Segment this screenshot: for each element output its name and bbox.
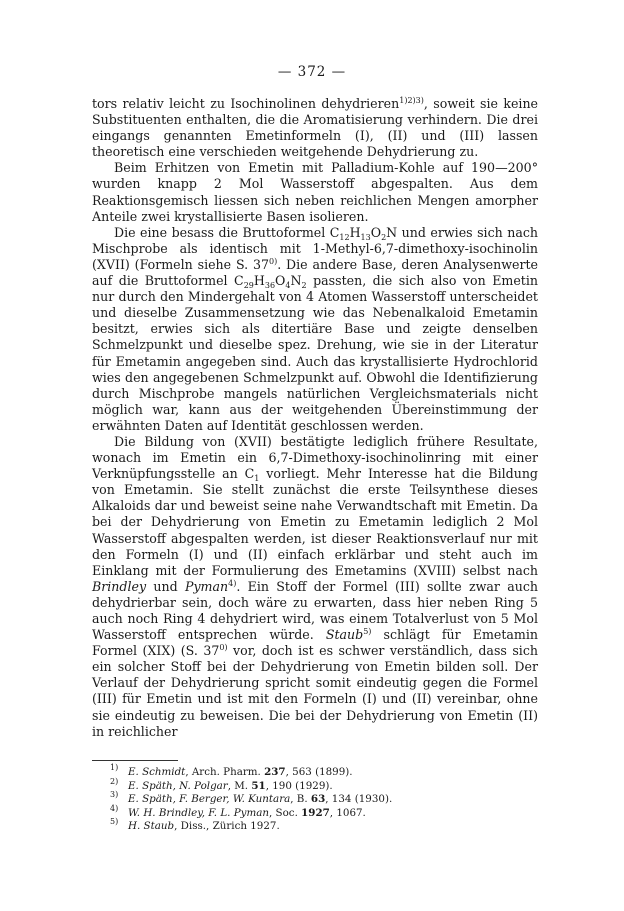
paragraph-1: tors relativ leicht zu Isochinolinen dehydrieren$^{1)2)3)}$, soweit sie keine Substituenten enthalten, die die Aromatisierung verhindern. Die drei eingangs genannten Emetinformeln (I), (II) und (III) lassen theoretisch eine verschieden weitgehende Dehydrierung zu. (92, 96, 539, 160)
paragraph-2: Beim Erhitzen von Emetin mit Palladium-Kohle auf 190—200° wurden knapp 2 Mol Wasserstoff abgespalten. Aus dem Reaktionsgemisch liessen sich neben reichlichen Mengen amorpher Anteile zwei krystallisierte Basen isolieren. (92, 160, 538, 224)
paragraph-3: Die eine besass die Bruttoformel $C_{12}H_{13}O_2N$ und erwies sich nach Mischprobe als identisch mit 1-Methyl-6,7-dimethoxy-isochinolin (XVII) (Formeln siehe S. 37$^{0)}$. Die andere Base, deren Analysenwerte auf die Bruttoformel $C_{29}H_{36}O_4N_2$ passten, die sich also von Emetin nur durch den Mindergehalt von 4 Atomen Wasserstoff unterscheidet und dieselbe Zusammensetzung wie das Nebenalkaloid Emetamin besitzt, erwies sich als ditertiäre Base und zeigte denselben Schmelzpunkt und dieselbe spez. Drehung, wie sie in der Literatur für Emetamin angegeben sind. Auch das krystallisierte Hydrochlorid wies den angegebenen Schmelzpunkt auf. Obwohl die Identifizierung durch Mischprobe mangels natürlichen Vergleichsmaterials nicht möglich war, kann aus der weitgehenden Übereinstimmung der erwähnten Daten auf Identität geschlossen werden. (92, 224, 538, 433)
footnote-divider (92, 760, 178, 761)
footnote-5: $^{5)}$ H. Staub, Diss., Zürich 1927. (110, 817, 280, 833)
paragraph-4: Die Bildung von (XVII) bestätigte lediglich frühere Resultate, wonach im Emetin ein 6,7-Dimethoxy-isochinolinring mit einer Verknüpfungsstelle an $C_1$ vorliegt. Mehr Interesse hat die Bildung von Emetamin. Sie stellt zunächst die erste Teilsynthese dieses Alkaloids dar und beweist seine nahe Verwandtschaft mit Emetin. Da bei der Dehydrierung von Emetin zu Emetamin lediglich 2 Mol Wasserstoff abgespalten werden, ist dieser Reaktionsverlauf nur mit den Formeln (I) und (II) einfach erklärbar und steht auch im Einklang mit der Formulierung des Emetamins (XVIII) selbst nach Brindley und Pyman$^{4)}$. Ein Stoff der Formel (III) sollte zwar auch dehydrierbar sein, doch wäre zu erwarten, dass hier neben Ring 5 auch noch Ring 4 dehydriert wird, was einem Totalverlust von 5 Mol Wasserstoff entsprechen würde. Staub$^{5)}$ schlägt für Emetamin Formel (XIX) (S. 37$^{0)}$ vor, doch ist es schwer verständlich, dass sich ein solcher Stoff bei der Dehydrierung von Emetin bilden soll. Der Verlauf der Dehydrierung spricht somit eindeutig gegen die Formel (III) für Emetin und ist mit den Formeln (I) und (II) vereinbar, ohne sie eindeutig zu beweisen. Die bei der Dehydrierung von Emetin (II) in reichlicher (92, 433, 538, 739)
footnotes (110, 763, 530, 834)
page-number: — 372 — (277, 64, 347, 80)
footnote-1: $^{1)}$ E. Schmidt, Arch. Pharm. 237, 563 (1899). (110, 763, 353, 778)
footnote-3: $^{3)}$ E. Späth, F. Berger, W. Kuntara, B. 63, 134 (1930). (110, 790, 393, 806)
body-text (92, 96, 538, 740)
footnote-4: $^{4)}$ W. H. Brindley, F. L. Pyman, Soc. 1927, 1067. (110, 803, 366, 819)
footnote-2: $^{2)}$ E. Späth, N. Polgar, M. 51, 190 (1929). (110, 776, 333, 792)
